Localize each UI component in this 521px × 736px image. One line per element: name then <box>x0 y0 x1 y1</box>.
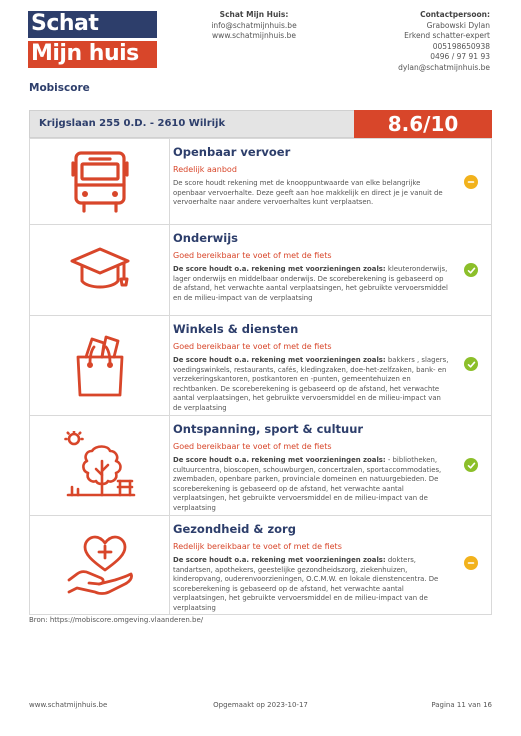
category-row-public-transport <box>30 138 491 224</box>
mobiscore-table <box>29 138 492 615</box>
category-row-shops <box>30 315 491 415</box>
icon-cell <box>30 139 170 224</box>
icon-cell <box>30 316 170 415</box>
company-name: Schat Mijn Huis: <box>219 10 289 19</box>
icon-cell <box>30 516 170 614</box>
icon-cell <box>30 416 170 515</box>
category-rating: Redelijk bereikbaar te voet of met de fiets <box>173 542 342 551</box>
status-ok-icon <box>464 458 478 472</box>
category-title: Openbaar vervoer <box>173 145 291 159</box>
section-title: Mobiscore <box>29 82 90 94</box>
shopping-bag-icon <box>72 333 128 399</box>
status-warning-icon <box>464 556 478 570</box>
footer-page-number: Pagina 11 van 16 <box>431 701 492 709</box>
contact-phone: 0496 / 97 91 93 <box>430 52 490 61</box>
company-email[interactable]: info@schatmijnhuis.be <box>211 20 297 30</box>
company-website[interactable]: www.schatmijnhuis.be <box>212 31 296 40</box>
source-link[interactable]: Bron: https://mobiscore.omgeving.vlaanderen.be/ <box>29 616 204 624</box>
description-text: - bibliotheken, cultuurcentra, bioscopen, schouwburgen, concertzalen, sportaccommodaties, zwembaden, openbare parken, provinciale domeinen en natuurgebieden. De scoreberekening is gebaseerd op de afstand, het verwachte aantal verplaatsingen, het gebruikte vervoersmiddel en de milieu-impact van de verplaatsing <box>173 456 442 512</box>
category-title: Gezondheid & zorg <box>173 522 296 536</box>
description-text: De score houdt rekening met de knooppuntwaarde van elke belangrijke openbaar vervoerhalte. Deze geeft aan hoe makkelijk en direct je je vanuit de vervoerhalte naar andere vervoerhaltes kunt verplaatsen. <box>173 179 443 207</box>
company-info <box>194 10 314 42</box>
logo-line-2: Mijn huis <box>28 41 157 68</box>
description-text: dokters, tandartsen, apothekers, geestelijke gezondheidszorg, ziekenhuizen, kinderopvang, ouderenvoorzieningen, O.C.M.W. en lokale dienstencentra. De scoreberekening is gebaseerd op de afstand, het verwachte aantal verplaatsingen, het gebruikte vervoersmiddel en de milieu-impact van de verplaatsing <box>173 556 439 612</box>
footer-created-date: Opgemaakt op 2023-10-17 <box>213 701 308 709</box>
category-title: Ontspanning, sport & cultuur <box>173 422 364 436</box>
bus-icon <box>70 149 130 215</box>
category-description <box>173 556 449 614</box>
category-description <box>173 356 449 414</box>
description-text: kleuteronderwijs, lager onderwijs en middelbaar onderwijs. De scoreberekening is gebaseerd op de afstand, het verwachte aantal verplaatsingen, het gebruikte vervoersmiddel en de milieu-impact van de verplaatsing <box>173 265 448 302</box>
description-lead: De score houdt o.a. rekening met voorzieningen zoals: <box>173 356 386 364</box>
contact-email[interactable]: dylan@schatmijnhuis.be <box>398 62 490 72</box>
status-ok-icon <box>464 263 478 277</box>
category-description <box>173 179 449 208</box>
status-ok-icon <box>464 357 478 371</box>
address-bar <box>29 110 492 138</box>
health-hand-icon <box>65 534 135 596</box>
category-title: Onderwijs <box>173 231 239 245</box>
category-row-leisure <box>30 415 491 515</box>
description-lead: De score houdt o.a. rekening met voorzieningen zoals: <box>173 265 386 273</box>
category-rating: Redelijk aanbod <box>173 165 237 174</box>
company-logo <box>28 11 157 68</box>
contact-name: Grabowski Dylan <box>426 20 490 30</box>
logo-line-1: Schat <box>28 11 157 38</box>
status-warning-icon <box>464 175 478 189</box>
category-description <box>173 265 449 303</box>
address-text: Krijgslaan 255 0.D. - 2610 Wilrijk <box>39 118 226 129</box>
description-text: bakkers , slagers, voedingswinkels, restaurants, cafés, kledingzaken, doe-het-zelfzaken, bank- en verzekeringskantoren, postkantoren en -punten, gemeentehuizen en rechtbanken. De scoreberekening is gebaseerd op de afstand, het verwachte aantal verplaatsingen, het gebruikte vervoersmiddel en de milieu-impact van de verplaatsing <box>173 356 449 412</box>
icon-cell <box>30 225 170 315</box>
contact-role: Erkend schatter-expert <box>404 31 490 40</box>
mobiscore-value: 8.6/10 <box>354 110 492 138</box>
category-rating: Goed bereikbaar te voet of met de fiets <box>173 442 332 451</box>
category-rating: Goed bereikbaar te voet of met de fiets <box>173 251 332 260</box>
contact-info <box>330 10 490 73</box>
category-description <box>173 456 449 514</box>
contact-id: 005198650938 <box>432 41 490 51</box>
description-lead: De score houdt o.a. rekening met voorzieningen zoals: <box>173 456 386 464</box>
contact-label: Contactpersoon: <box>420 10 490 19</box>
category-row-health <box>30 515 491 614</box>
category-title: Winkels & diensten <box>173 322 299 336</box>
park-tree-icon <box>64 431 136 501</box>
category-rating: Goed bereikbaar te voet of met de fiets <box>173 342 332 351</box>
footer-website[interactable]: www.schatmijnhuis.be <box>29 701 108 709</box>
description-lead: De score houdt o.a. rekening met voorzieningen zoals: <box>173 556 386 564</box>
category-row-education <box>30 224 491 315</box>
graduation-cap-icon <box>68 245 132 295</box>
